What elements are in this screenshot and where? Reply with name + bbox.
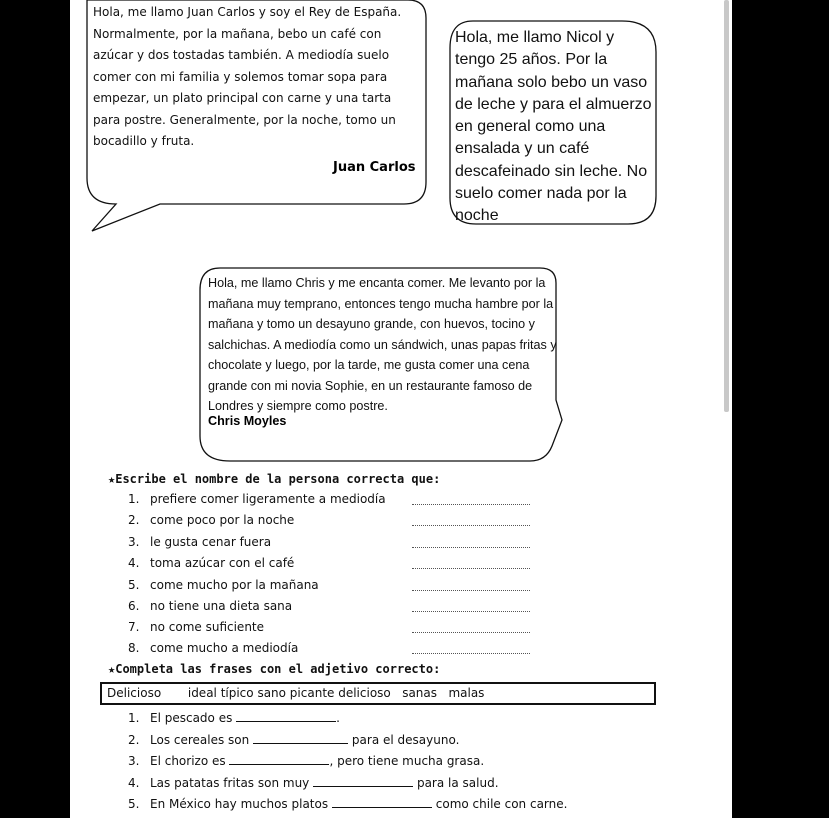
item-text-before: Los cereales son (150, 733, 250, 747)
nicol-text: Hola, me llamo Nicol y tengo 25 años. Por la mañana solo bebo un vaso de leche y para el almuerzo en general como una ensalada y un café descafeinado sin leche. No suelo comer nada por la noche (455, 29, 652, 223)
juan-carlos-text: Hola, me llamo Juan Carlos y soy el Rey de España. Normalmente, por la mañana, bebo un café con azúcar y dos tostadas también. A mediodía suelo comer con mi familia y solemos tomar sopa para empezar, un plato principal con carne y una tarta para postre. Generalmente, por la noche, tomo un bocadillo y fruta. (93, 5, 402, 148)
exercise1-item (128, 513, 538, 531)
item-text-after: para el desayuno. (351, 733, 460, 747)
item-number: 6. (128, 599, 140, 613)
answer-blank[interactable] (332, 797, 432, 808)
item-text-after: . (336, 711, 340, 725)
item-number: 3. (128, 535, 140, 549)
item-text-before: En México hay muchos platos (150, 797, 329, 811)
exercise2-item (128, 733, 459, 747)
item-text: come mucho a mediodía (150, 641, 299, 655)
item-number: 4. (128, 556, 140, 570)
item-text-after: como chile con carne. (435, 797, 568, 811)
chris-signature: Chris Moyles (208, 414, 287, 428)
answer-blank[interactable] (412, 504, 530, 505)
item-text-before: El pescado es (150, 711, 233, 725)
item-text-after: , pero tiene mucha grasa. (329, 754, 485, 768)
exercise2-item (128, 754, 484, 768)
item-text-after: para la salud. (416, 776, 499, 790)
item-number: 1. (128, 492, 140, 506)
item-text: le gusta cenar fuera (150, 535, 272, 549)
exercise2-item (128, 711, 340, 725)
exercise1-item (128, 492, 538, 510)
exercise1-item (128, 641, 538, 659)
vertical-scrollbar[interactable] (724, 0, 729, 412)
item-number: 8. (128, 641, 140, 655)
item-number: 4. (128, 776, 140, 790)
item-text: toma azúcar con el café (150, 556, 295, 570)
item-number: 2. (128, 733, 140, 747)
item-text-before: El chorizo es (150, 754, 226, 768)
answer-blank[interactable] (412, 525, 530, 526)
item-text: come poco por la noche (150, 513, 295, 527)
item-text-before: Las patatas fritas son muy (150, 776, 310, 790)
exercise1-item (128, 620, 538, 638)
exercise2-heading: ★Completa las frases con el adjetivo correcto: (108, 662, 441, 676)
item-number: 7. (128, 620, 140, 634)
answer-blank[interactable] (229, 754, 329, 765)
exercise1-item (128, 599, 538, 617)
exercise2-item (128, 797, 567, 811)
answer-blank[interactable] (313, 776, 413, 787)
answer-blank[interactable] (412, 611, 530, 612)
item-text: no tiene una dieta sana (150, 599, 293, 613)
answer-blank[interactable] (253, 733, 348, 744)
item-number: 2. (128, 513, 140, 527)
answer-blank[interactable] (236, 711, 336, 722)
exercise2-item (128, 776, 499, 790)
answer-blank[interactable] (412, 632, 530, 633)
item-number: 5. (128, 578, 140, 592)
item-number: 1. (128, 711, 140, 725)
exercise1-item (128, 535, 538, 553)
answer-blank[interactable] (412, 568, 530, 569)
exercise1-item (128, 578, 538, 596)
chris-text: Hola, me llamo Chris y me encanta comer. Me levanto por la mañana muy temprano, entonces tengo mucha hambre por la mañana y tomo un desayuno grande, con huevos, tocino y salchichas. A mediodía como un sándwich, unas papas fritas y chocolate y luego, por la tarde, me gusta comer una cena grande con mi novia Sophie, en un restaurante famoso de Londres y siempre como postre. (208, 276, 557, 413)
item-number: 5. (128, 797, 140, 811)
answer-blank[interactable] (412, 590, 530, 591)
item-text: come mucho por la mañana (150, 578, 319, 592)
adjective-word-bank: Delicioso ideal típico sano picante delicioso sanas malas (100, 682, 656, 705)
answer-blank[interactable] (412, 547, 530, 548)
answer-blank[interactable] (412, 653, 530, 654)
item-number: 3. (128, 754, 140, 768)
item-text: no come suficiente (150, 620, 265, 634)
juan-carlos-signature: Juan Carlos (333, 160, 416, 175)
exercise1-heading: ★Escribe el nombre de la persona correcta que: (108, 472, 441, 486)
item-text: prefiere comer ligeramente a mediodía (150, 492, 386, 506)
exercise1-item (128, 556, 538, 574)
